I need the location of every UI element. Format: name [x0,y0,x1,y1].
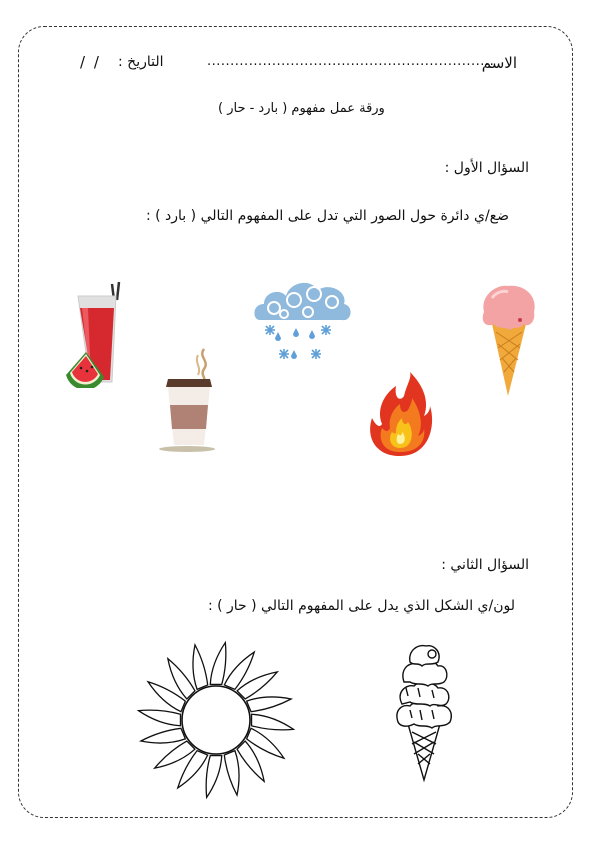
name-label: الاسم [481,54,517,72]
ice-cream-outline-icon[interactable] [392,640,456,784]
question-2-instruction: لون/ي الشكل الذي يدل على المفهوم التالي ( حار ) : [207,598,515,614]
question-1-instruction: ضع/ي دائرة حول الصور التي تدل على المفهوم التالي ( بارد ) : [145,208,509,224]
sun-ray [247,697,291,712]
snow-cloud-icon[interactable] [250,268,354,366]
sun-ray [141,728,185,743]
sun-ray [210,643,226,685]
question-2-heading: السؤال الثاني : [441,557,529,573]
name-field[interactable]: .............................................................. [207,54,495,69]
coffee-cup-icon[interactable] [158,345,216,455]
sun-ray [224,751,239,795]
sun-ray [206,756,222,798]
date-label: التاريخ : [118,54,164,70]
question-1-heading: السؤال الأول : [444,160,529,176]
sun-ray [252,714,294,730]
sun-ray [193,645,208,689]
sun-outline-icon[interactable] [124,636,308,804]
sun-ray [139,710,181,726]
fire-icon[interactable] [366,372,434,458]
ice-cream-icon[interactable] [478,282,540,398]
worksheet-title: ورقة عمل مفهوم ( بارد - حار ) [218,101,385,116]
watermelon-juice-icon[interactable] [64,280,130,388]
date-field[interactable]: / / [80,53,99,71]
